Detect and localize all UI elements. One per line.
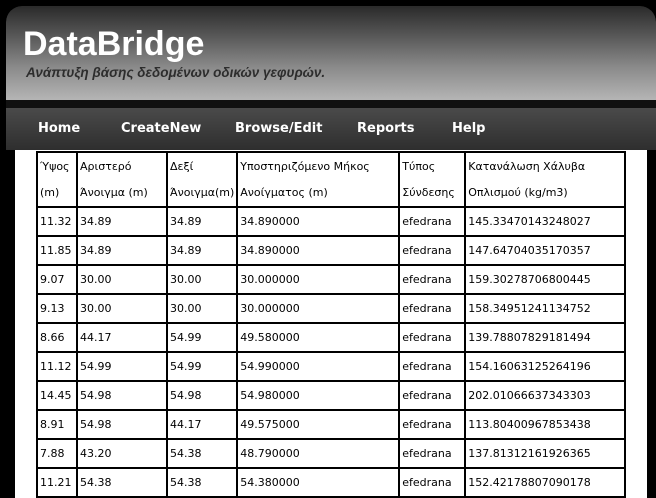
cell-supported-span-length: 30.000000 bbox=[237, 294, 399, 323]
cell-height: 7.88 bbox=[37, 439, 77, 468]
cell-left-span: 54.99 bbox=[77, 352, 167, 381]
cell-steel-consumption: 202.01066637343303 bbox=[465, 381, 625, 410]
site-subtitle: Ανάπτυξη βάσης δεδομένων οδικών γεφυρών. bbox=[26, 65, 326, 80]
cell-left-span: 54.38 bbox=[77, 468, 167, 497]
nav-browse-edit[interactable]: Browse/Edit bbox=[235, 121, 323, 136]
cell-right-span: 44.17 bbox=[167, 410, 237, 439]
cell-connection-type: efedrana bbox=[399, 236, 465, 265]
cell-right-span: 54.98 bbox=[167, 381, 237, 410]
column-header-left-span: Αριστερό Άνοιγμα (m) bbox=[77, 152, 167, 207]
site-header bbox=[6, 6, 656, 100]
cell-connection-type: efedrana bbox=[399, 352, 465, 381]
cell-steel-consumption: 137.81312161926365 bbox=[465, 439, 625, 468]
nav-create-new[interactable]: CreateNew bbox=[121, 121, 202, 136]
table-row bbox=[37, 410, 625, 439]
cell-connection-type: efedrana bbox=[399, 410, 465, 439]
cell-height: 11.32 bbox=[37, 207, 77, 236]
cell-steel-consumption: 145.33470143248027 bbox=[465, 207, 625, 236]
cell-supported-span-length: 54.990000 bbox=[237, 352, 399, 381]
column-header-supported-span-length: Υποστηριζόμενο Μήκος Ανοίγματος (m) bbox=[237, 152, 399, 207]
cell-height: 8.66 bbox=[37, 323, 77, 352]
main-nav bbox=[6, 108, 656, 150]
nav-home[interactable]: Home bbox=[38, 121, 81, 136]
cell-supported-span-length: 54.380000 bbox=[237, 468, 399, 497]
cell-steel-consumption: 139.78807829181494 bbox=[465, 323, 625, 352]
app-frame bbox=[6, 6, 656, 498]
site-title[interactable]: DataBridge bbox=[23, 25, 205, 63]
cell-supported-span-length: 48.790000 bbox=[237, 439, 399, 468]
nav-reports[interactable]: Reports bbox=[357, 121, 415, 136]
table-row bbox=[37, 207, 625, 236]
cell-height: 11.12 bbox=[37, 352, 77, 381]
table-row bbox=[37, 381, 625, 410]
cell-height: 9.13 bbox=[37, 294, 77, 323]
cell-height: 9.07 bbox=[37, 265, 77, 294]
column-header-height: Ύψος (m) bbox=[37, 152, 77, 207]
cell-height: 8.91 bbox=[37, 410, 77, 439]
cell-supported-span-length: 49.575000 bbox=[237, 410, 399, 439]
cell-connection-type: efedrana bbox=[399, 207, 465, 236]
table-row bbox=[37, 265, 625, 294]
cell-steel-consumption: 158.34951241134752 bbox=[465, 294, 625, 323]
cell-supported-span-length: 54.980000 bbox=[237, 381, 399, 410]
table-row bbox=[37, 439, 625, 468]
cell-left-span: 54.98 bbox=[77, 410, 167, 439]
table-row bbox=[37, 236, 625, 265]
column-header-right-span: Δεξί Άνοιγμα(m) bbox=[167, 152, 237, 207]
cell-connection-type: efedrana bbox=[399, 381, 465, 410]
cell-left-span: 34.89 bbox=[77, 236, 167, 265]
table-row bbox=[37, 294, 625, 323]
nav-help[interactable]: Help bbox=[452, 121, 486, 136]
content-area bbox=[15, 150, 647, 498]
cell-supported-span-length: 49.580000 bbox=[237, 323, 399, 352]
header-divider bbox=[6, 100, 656, 108]
table-row bbox=[37, 323, 625, 352]
cell-supported-span-length: 30.000000 bbox=[237, 265, 399, 294]
table-header-row bbox=[37, 152, 625, 207]
cell-connection-type: efedrana bbox=[399, 468, 465, 497]
cell-right-span: 34.89 bbox=[167, 207, 237, 236]
cell-right-span: 54.99 bbox=[167, 352, 237, 381]
cell-right-span: 30.00 bbox=[167, 294, 237, 323]
cell-right-span: 54.38 bbox=[167, 439, 237, 468]
cell-height: 14.45 bbox=[37, 381, 77, 410]
column-header-connection-type: Τύπος Σύνδεσης bbox=[399, 152, 465, 207]
cell-right-span: 54.38 bbox=[167, 468, 237, 497]
cell-right-span: 30.00 bbox=[167, 265, 237, 294]
cell-connection-type: efedrana bbox=[399, 439, 465, 468]
cell-height: 11.85 bbox=[37, 236, 77, 265]
cell-connection-type: efedrana bbox=[399, 294, 465, 323]
column-header-steel-consumption: Κατανάλωση Χάλυβα Οπλισμού (kg/m3) bbox=[465, 152, 625, 207]
cell-right-span: 34.89 bbox=[167, 236, 237, 265]
cell-steel-consumption: 113.80400967853438 bbox=[465, 410, 625, 439]
cell-steel-consumption: 159.30278706800445 bbox=[465, 265, 625, 294]
cell-left-span: 54.98 bbox=[77, 381, 167, 410]
bridge-data-table bbox=[36, 151, 626, 498]
cell-left-span: 34.89 bbox=[77, 207, 167, 236]
cell-steel-consumption: 154.16063125264196 bbox=[465, 352, 625, 381]
cell-steel-consumption: 147.64704035170357 bbox=[465, 236, 625, 265]
cell-left-span: 43.20 bbox=[77, 439, 167, 468]
cell-supported-span-length: 34.890000 bbox=[237, 207, 399, 236]
cell-supported-span-length: 34.890000 bbox=[237, 236, 399, 265]
cell-steel-consumption: 152.42178807090178 bbox=[465, 468, 625, 497]
table-row bbox=[37, 352, 625, 381]
cell-height: 11.21 bbox=[37, 468, 77, 497]
cell-left-span: 30.00 bbox=[77, 294, 167, 323]
cell-left-span: 44.17 bbox=[77, 323, 167, 352]
cell-connection-type: efedrana bbox=[399, 265, 465, 294]
cell-right-span: 54.99 bbox=[167, 323, 237, 352]
table-row bbox=[37, 468, 625, 497]
cell-connection-type: efedrana bbox=[399, 323, 465, 352]
cell-left-span: 30.00 bbox=[77, 265, 167, 294]
